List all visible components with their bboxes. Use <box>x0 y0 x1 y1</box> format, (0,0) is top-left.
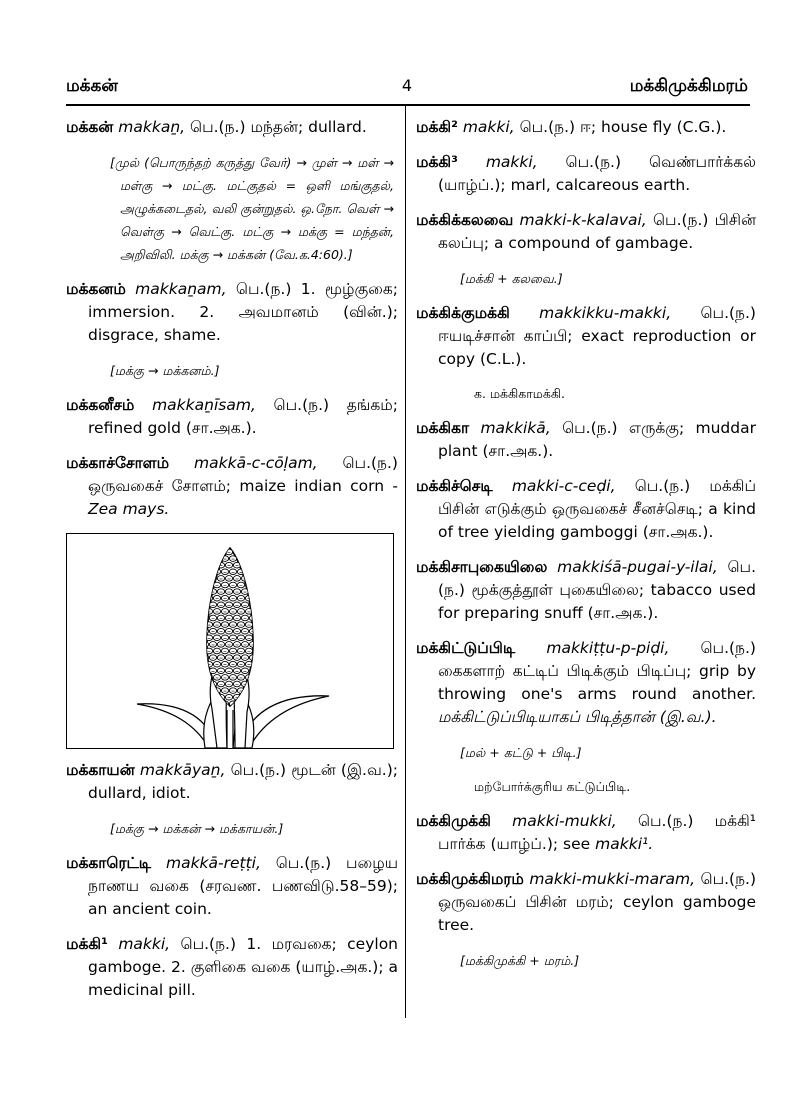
entry-definition: பெ.(ந.) 1. மூழ்குகை; immersion. 2. அவமானம் (வின்.); disgrace, shame. <box>88 280 403 344</box>
entry-definition: பெ.(ந.) பிசின் கலப்பு; a compound of gambage. <box>438 211 761 252</box>
dictionary-entry <box>416 868 761 937</box>
dictionary-entry <box>416 556 761 625</box>
header-rule <box>66 104 750 106</box>
dictionary-entry <box>416 209 761 255</box>
dictionary-entry <box>416 637 761 729</box>
entry-transliteration: makkiṭṭu-p-piḍi, <box>546 639 670 657</box>
entry-definition: பெ.(ந.) மந்தன்; dullard. <box>190 118 367 136</box>
entry-definition: பெ.(ந.) 1. மரவகை; ceylon gamboge. 2. குளிகை வகை (யாழ்.அக.); a medicinal pill. <box>88 935 403 999</box>
cross-reference: makki¹. <box>595 835 654 853</box>
entry-definition: பெ.(ந.) மூடன் (இ.வ.); dullard, idiot. <box>88 761 403 802</box>
entry-transliteration: makki, <box>485 153 538 171</box>
dictionary-entry <box>416 475 761 544</box>
entry-headword: மக்கிக்குமக்கி <box>416 304 510 322</box>
entry-definition: பெ.(ந.) தங்கம்; refined gold (சா.அக.). <box>88 396 403 437</box>
cognate-note: க. மக்கிகாமக்கி. <box>474 386 566 401</box>
entry-headword: மக்கிமுக்கி <box>416 812 491 830</box>
entry-transliteration: makkā-reṭṭi, <box>165 854 261 872</box>
entry-transliteration: makki-mukki-maram, <box>529 870 696 888</box>
corn-illustration <box>67 534 393 748</box>
etymology-note: [மக்கிமுக்கி + மரம்.] <box>460 953 580 968</box>
etymology-note: [மக்கு → மக்கன் → மக்காயன்.] <box>110 821 284 836</box>
dictionary-entry <box>66 278 403 347</box>
entry-transliteration: makkiśā-pugai-y-ilai, <box>557 558 718 576</box>
entry-headword: மக்கிகா <box>416 419 470 437</box>
entry-definition: பெ.(ந.) ஒருவகைப் பிசின் மரம்; ceylon gamboge tree. <box>438 870 761 934</box>
entry-headword: மக்கனம் <box>66 280 126 298</box>
entry-headword: மக்கிக்கலவை <box>416 211 514 229</box>
entry-headword: மக்கி² <box>416 118 458 136</box>
usage-example: மக்கிட்டுப்பிடியாகப் பிடித்தான் (இ.வ.). <box>438 708 717 726</box>
column-divider <box>405 106 406 1018</box>
entry-definition: பெ.(ந.) ஒருவகைச் சோளம்; maize indian corn - <box>88 454 403 495</box>
dictionary-entry <box>416 810 761 856</box>
cognate-note: மற்போர்க்குரிய கட்டுப்பிடி. <box>474 779 631 794</box>
entry-transliteration: makki-k-kalavai, <box>519 211 647 229</box>
entry-transliteration: makkikā, <box>480 419 551 437</box>
entry-definition: பெ.(ந.) மக்கிப் பிசின் எடுக்கும் ஒருவகைச் சீனச்செடி; a kind of tree yielding gamboggi (சா.அக.). <box>438 477 761 541</box>
left-column <box>66 116 403 1014</box>
page-header <box>66 76 748 106</box>
entry-transliteration: makki-c-ceḍi, <box>511 477 616 495</box>
entry-headword: மக்கிட்டுப்பிடி <box>416 639 516 657</box>
entry-headword: மக்காச்சோளம் <box>66 454 170 472</box>
entry-definition: பெ.(ந.) எருக்கு; muddar plant (சா.அக.). <box>438 419 761 460</box>
entry-headword: மக்கிமுக்கிமரம் <box>416 870 524 888</box>
entry-definition: பெ.(ந.) மக்கி¹ பார்க்க (யாழ்ப்.); see <box>438 812 761 853</box>
entry-headword: மக்கிச்செடி <box>416 477 493 495</box>
dictionary-entry <box>66 852 403 921</box>
entry-definition: பெ.(ந.) வெண்பார்க்கல் (யாழ்ப்.); marl, calcareous earth. <box>438 153 761 194</box>
dictionary-entry <box>416 302 761 371</box>
dictionary-entry <box>66 116 398 139</box>
dictionary-entry <box>416 417 761 463</box>
entry-headword: மக்கன் <box>66 118 114 136</box>
dictionary-entry <box>66 452 403 521</box>
entry-transliteration: makkāyaṉ, <box>139 761 226 779</box>
entry-transliteration: makkikku-makki, <box>539 304 672 322</box>
entry-headword: மக்கனீசம் <box>66 396 135 414</box>
entry-headword: மக்காயன் <box>66 761 135 779</box>
entry-transliteration: makki, <box>118 935 171 953</box>
dictionary-entry <box>66 933 403 1002</box>
etymology-note: [மல் + கட்டு + பிடி.] <box>460 745 582 760</box>
page-number: 4 <box>401 76 413 95</box>
entry-transliteration: makkaṉīsam, <box>152 396 256 414</box>
dictionary-entry <box>416 116 756 139</box>
entry-headword: மக்கிசாபுகையிலை <box>416 558 548 576</box>
entry-transliteration: makki-mukki, <box>512 812 617 830</box>
header-first-word: மக்கன் <box>66 76 118 96</box>
entry-definition: பெ.(ந.) ஈ; house fly (C.G.). <box>519 118 727 136</box>
entry-definition: பெ.(ந.) கைகளாற் கட்டிப் பிடிக்கும் பிடிப்பு; grip by throwing one's arms round another. <box>438 639 761 703</box>
right-column <box>416 116 761 984</box>
dictionary-entry <box>66 394 403 440</box>
entry-headword: மக்காரெட்டி <box>66 854 152 872</box>
dictionary-entry <box>66 759 403 805</box>
scientific-name: Zea mays. <box>88 500 170 518</box>
entry-definition: பெ.(ந.) மூக்குத்தூள் புகையிலை; tabacco used for preparing snuff (சா.அக.). <box>438 558 761 622</box>
entry-transliteration: makki, <box>462 118 515 136</box>
dictionary-entry <box>416 151 761 197</box>
etymology-note: [முல் (பொருந்தற் கருத்து வேர்) → முள் → மள் → மள்கு → மட்கு. மட்குதல் = ஒளி மங்குதல், அழுக்கடைதல், வலி குன்றுதல். ஒ.நோ. வெள் → வெள்கு → வெட்கு. மட்கு → மக்கு = மந்தன், அறிவிலி. மக்கு → மக்கன் (வே.க.4:60).] <box>110 155 394 262</box>
entry-transliteration: makkaṉam, <box>135 280 227 298</box>
entry-definition: பெ.(ந.) பழைய நாணய வகை (சரவண. பணவிடு.58–59); an ancient coin. <box>88 854 403 918</box>
entry-definition: பெ.(ந.) ஈயடிச்சான் காப்பி; exact reproduction or copy (C.L.). <box>438 304 761 368</box>
entry-transliteration: makkā-c-cōḷam, <box>194 454 318 472</box>
etymology-note: [மக்கு → மக்கனம்.] <box>110 363 220 378</box>
illustration-frame <box>66 533 394 749</box>
header-last-word: மக்கிமுக்கிமரம் <box>629 76 748 96</box>
etymology-note: [மக்கி + கலவை.] <box>460 271 563 286</box>
entry-headword: மக்கி¹ <box>66 935 108 953</box>
entry-transliteration: makkaṉ, <box>118 118 186 136</box>
entry-headword: மக்கி³ <box>416 153 458 171</box>
